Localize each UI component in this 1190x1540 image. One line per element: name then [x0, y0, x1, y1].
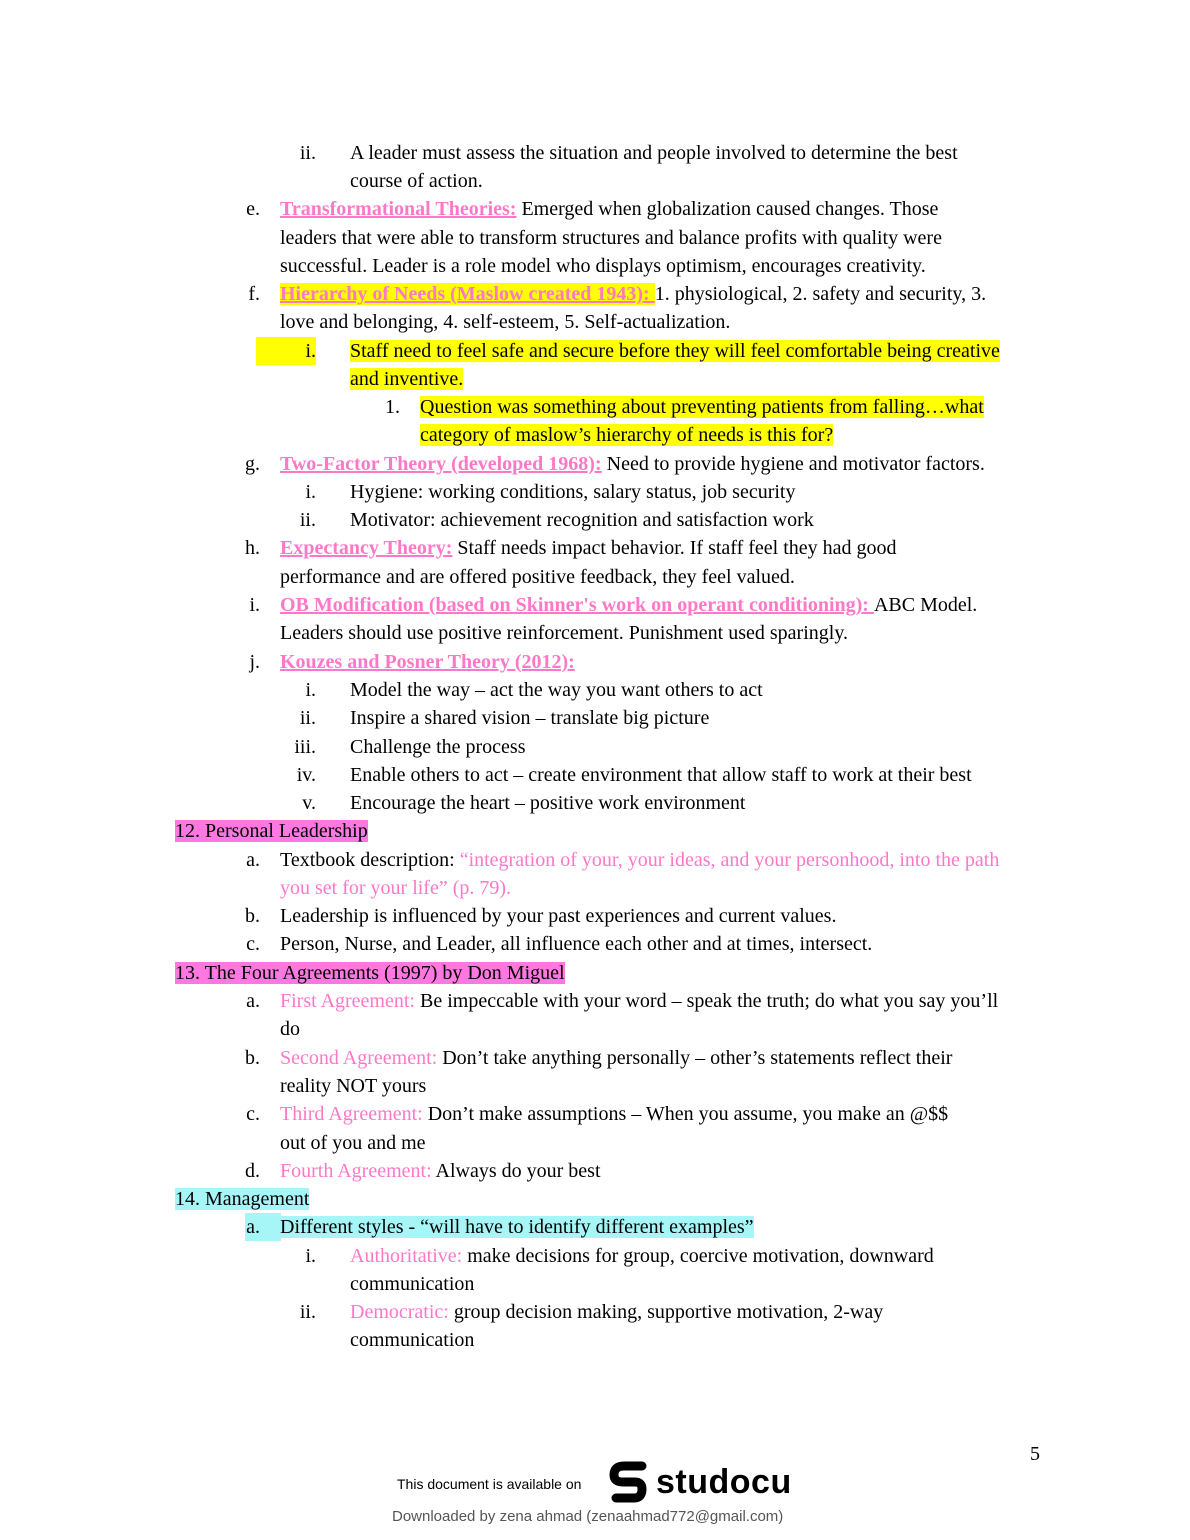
list-item-line [280, 1129, 426, 1157]
list-item-line [420, 421, 833, 449]
list-marker: i. [249, 594, 260, 616]
list-item-line [280, 648, 575, 676]
list-marker: i. [305, 1245, 316, 1267]
text-segment: 13. The Four Agreements (1997) by Don Miguel [175, 962, 565, 984]
list-marker: c. [246, 933, 260, 955]
term-label: Democratic: [350, 1301, 449, 1323]
list-item-line [350, 506, 814, 534]
text-segment: Emerged when globalization caused changes. Those [516, 198, 939, 220]
list-marker: v. [302, 792, 316, 814]
text-segment: group decision making, supportive motivation, 2-way [448, 1301, 884, 1323]
list-marker: iii. [294, 736, 316, 758]
list-item-line [280, 987, 998, 1015]
list-item-line [280, 1044, 952, 1072]
text-segment: make decisions for group, coercive motivation, downward [462, 1245, 934, 1267]
list-item-line [350, 337, 1000, 365]
text-segment: Motivator: achievement recognition and satisfaction work [350, 509, 814, 531]
list-item-line [280, 563, 795, 591]
term-label: First Agreement: [280, 990, 415, 1012]
list-marker: ii. [299, 509, 316, 531]
list-item-line [280, 1072, 426, 1100]
list-item-line [280, 252, 926, 280]
list-marker: e. [246, 198, 260, 220]
term-label: Fourth Agreement: [280, 1160, 432, 1182]
list-marker: g. [245, 453, 260, 475]
list-item-line [350, 761, 972, 789]
term-label: you set for your life” (p. 79). [280, 877, 512, 899]
list-marker: i. [305, 481, 316, 503]
term-label: Authoritative: [350, 1245, 463, 1267]
text-segment: Challenge the process [350, 736, 526, 758]
list-item-line [350, 1270, 474, 1298]
text-segment: Enable others to act – create environment that allow staff to work at their best [350, 764, 972, 786]
list-item-line [420, 393, 984, 421]
list-item-line [280, 534, 897, 562]
text-segment: reality NOT yours [280, 1075, 427, 1097]
list-marker: d. [245, 1160, 260, 1182]
list-marker: b. [245, 905, 260, 927]
list-item-line [280, 591, 977, 619]
list-item-line [350, 704, 709, 732]
list-item-line [350, 789, 745, 817]
text-segment: Need to provide hygiene and motivator factors. [601, 453, 985, 475]
list-marker: iv. [296, 764, 316, 786]
text-segment: do [280, 1018, 300, 1040]
list-marker: ii. [299, 707, 316, 729]
text-segment: Staff needs impact behavior. If staff feel they had good [452, 537, 897, 559]
text-segment: successful. Leader is a role model who displays optimism, encourages creativity. [280, 255, 926, 277]
text-segment: Model the way – act the way you want others to act [350, 679, 763, 701]
list-marker: j. [249, 651, 260, 673]
text-segment: performance and are offered positive feedback, they feel valued. [280, 566, 795, 588]
text-segment: Staff need to feel safe and secure before they will feel comfortable being creative [350, 340, 1000, 362]
page-number: 5 [1030, 1443, 1040, 1465]
footer-available-text: This document is available on [397, 1476, 582, 1492]
list-item-line [280, 450, 985, 478]
list-item-line [280, 224, 942, 252]
text-segment: 14. Management [175, 1188, 310, 1210]
list-item-line [350, 733, 526, 761]
text-segment: category of maslow’s hierarchy of needs is this for? [420, 424, 834, 446]
list-item-line [350, 478, 795, 506]
list-item-line [350, 167, 483, 195]
list-item-line [175, 817, 368, 845]
text-segment: 1. physiological, 2. safety and security, 3. [654, 283, 987, 305]
list-item-line [280, 846, 999, 874]
list-marker: a. [246, 1216, 260, 1238]
list-item-line [280, 874, 511, 902]
term-label: Transformational Theories: [280, 198, 517, 220]
list-item-line [280, 280, 986, 308]
term-label: Two-Factor Theory (developed 1968): [280, 453, 602, 475]
term-label: Expectancy Theory: [280, 537, 453, 559]
text-segment: Be impeccable with your word – speak the truth; do what you say you’ll [414, 990, 999, 1012]
text-segment: Hygiene: working conditions, salary status, job security [350, 481, 796, 503]
list-marker: b. [245, 1047, 260, 1069]
text-segment: love and belonging, 4. self-esteem, 5. Self-actualization. [280, 311, 731, 333]
text-segment: Different styles - “will have to identify different examples” [280, 1216, 754, 1238]
list-marker: 1. [385, 396, 400, 418]
list-marker: i. [305, 679, 316, 701]
text-segment: Don’t take anything personally – other’s statements reflect their [437, 1047, 953, 1069]
text-segment: Encourage the heart – positive work environment [350, 792, 746, 814]
list-item-line [350, 1298, 883, 1326]
text-segment: communication [350, 1329, 475, 1351]
text-segment: ABC Model. [873, 594, 978, 616]
list-item-line [350, 139, 958, 167]
text-segment: leaders that were able to transform structures and balance profits with quality were [280, 227, 942, 249]
text-segment: and inventive. [350, 368, 464, 390]
text-segment: Person, Nurse, and Leader, all influence each other and at times, intersect. [280, 933, 873, 955]
list-marker: ii. [299, 142, 316, 164]
text-segment: communication [350, 1273, 475, 1295]
list-item-line [280, 1100, 948, 1128]
list-item-line [280, 1015, 300, 1043]
term-label: “integration of your, your ideas, and your personhood, into the path [459, 849, 1000, 871]
list-marker: h. [245, 537, 260, 559]
text-segment: Leadership is influenced by your past experiences and current values. [280, 905, 837, 927]
term-label: Kouzes and Posner Theory (2012): [280, 651, 575, 673]
text-segment: Always do your best [431, 1160, 601, 1182]
text-segment: A leader must assess the situation and people involved to determine the best [350, 142, 958, 164]
text-segment: Textbook description: [280, 849, 460, 871]
text-segment: Don’t make assumptions – When you assume, you make an @$$ [422, 1103, 949, 1125]
text-segment: out of you and me [280, 1132, 426, 1154]
list-item-line [280, 930, 872, 958]
list-marker: i. [256, 337, 316, 365]
list-item-line [350, 365, 463, 393]
list-item-line [175, 1185, 309, 1213]
list-item-line [280, 1213, 754, 1241]
list-item-line [350, 1242, 934, 1270]
list-marker: a. [246, 849, 260, 871]
term-label: Third Agreement: [280, 1103, 423, 1125]
text-segment: 12. Personal Leadership [175, 820, 368, 842]
list-item-line [280, 195, 938, 223]
list-item-line [280, 902, 836, 930]
footer-downloaded-text: Downloaded by zena ahmad (zenaahmad772@gmail.com) [392, 1508, 784, 1525]
text-segment: Leaders should use positive reinforcement. Punishment used sparingly. [280, 622, 849, 644]
list-item-line [350, 1326, 474, 1354]
term-label: OB Modification (based on Skinner's work on operant conditioning): [280, 594, 874, 616]
studocu-logo-icon [608, 1460, 652, 1504]
list-item-line [350, 676, 763, 704]
studocu-logo-text: studocu [656, 1463, 792, 1501]
list-item-line [280, 619, 848, 647]
studocu-logo[interactable] [608, 1460, 792, 1504]
list-item-line [280, 1157, 601, 1185]
list-marker: f. [248, 283, 260, 305]
text-segment: Inspire a shared vision – translate big picture [350, 707, 710, 729]
list-marker: ii. [299, 1301, 316, 1323]
text-segment: course of action. [350, 170, 483, 192]
list-item-line [280, 308, 730, 336]
term-label: Second Agreement: [280, 1047, 438, 1069]
term-label: Hierarchy of Needs (Maslow created 1943): [280, 283, 655, 305]
text-segment: Question was something about preventing patients from falling…what [420, 396, 984, 418]
list-item-line [175, 959, 565, 987]
list-marker: a. [246, 990, 260, 1012]
list-marker: c. [246, 1103, 260, 1125]
